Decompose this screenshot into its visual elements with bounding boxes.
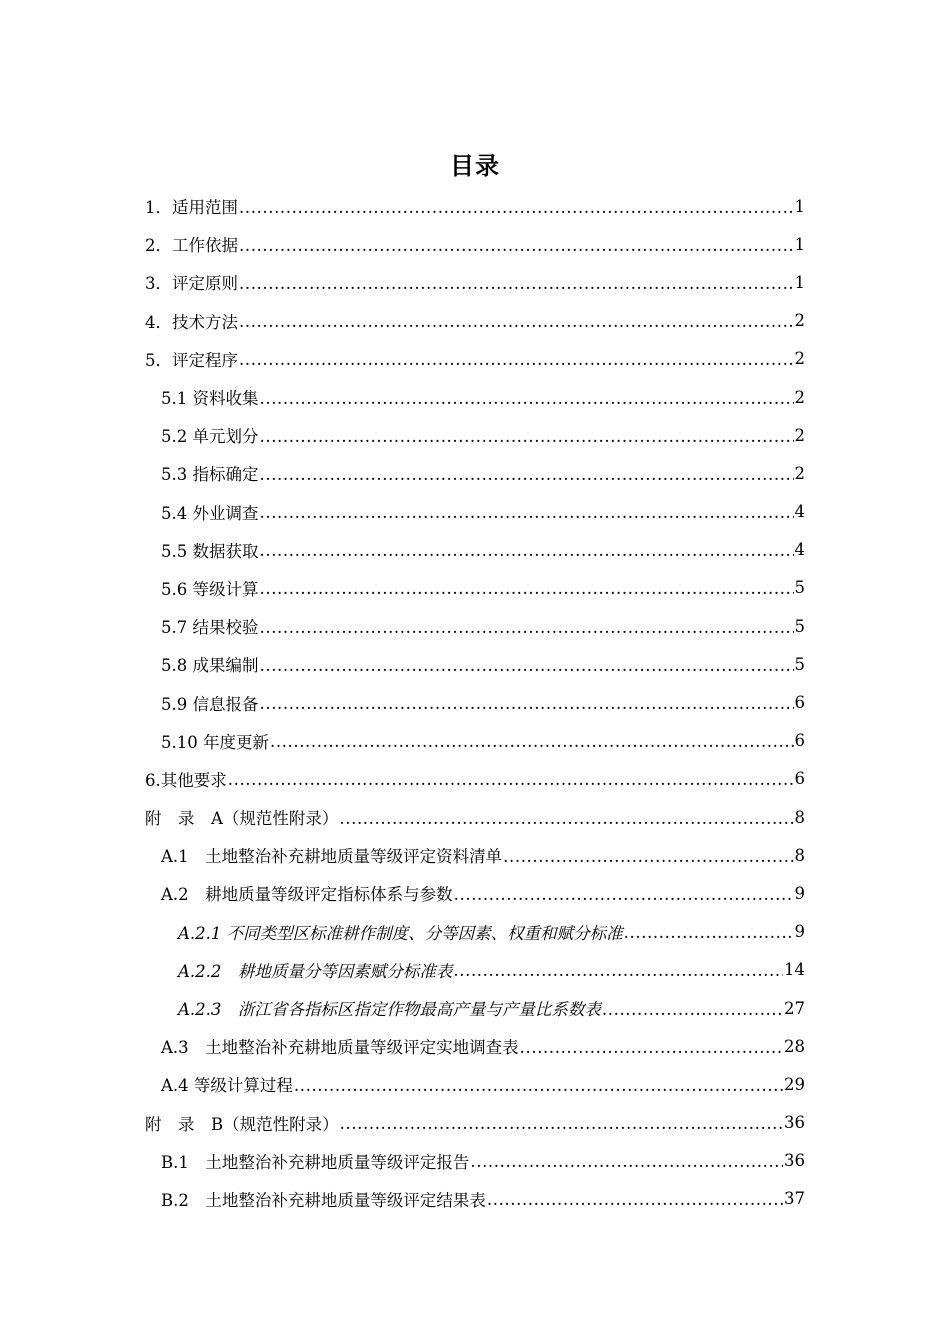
- toc-entry-label: 4．技术方法: [145, 312, 238, 332]
- toc-entry-page-number: 29: [784, 1074, 805, 1094]
- toc-entry-label: 6.其他要求: [145, 770, 227, 790]
- toc-entry-label: 5.9 信息报备: [161, 694, 259, 714]
- toc-entry[interactable]: [0, 645, 805, 683]
- toc-entry-label: 5.4 外业调查: [161, 503, 259, 523]
- toc-entry[interactable]: [0, 263, 805, 301]
- toc-entry-page-number: 6: [794, 693, 805, 713]
- toc-entry-label: A.2.3 浙江省各指标区指定作物最高产量与产量比系数表: [178, 1000, 601, 1020]
- toc-dot-leader: [260, 389, 794, 408]
- toc-dot-leader: [454, 885, 794, 904]
- toc-entry-page-number: 2: [794, 425, 805, 445]
- toc-entry-label: 5.10 年度更新: [161, 732, 269, 752]
- toc-dot-leader: [239, 236, 794, 255]
- toc-dot-leader: [260, 465, 794, 484]
- toc-entry-page-number: 9: [794, 922, 805, 942]
- toc-dot-leader: [294, 1076, 783, 1095]
- toc-entry[interactable]: [0, 225, 805, 263]
- toc-entry[interactable]: [0, 836, 805, 874]
- toc-entry[interactable]: [0, 989, 805, 1027]
- toc-entry[interactable]: [0, 302, 805, 340]
- toc-entry[interactable]: [0, 951, 805, 989]
- toc-entry-page-number: 28: [784, 1036, 805, 1056]
- toc-entry-label: 附 录 A（规范性附录）: [145, 809, 339, 829]
- toc-entry[interactable]: [0, 569, 805, 607]
- toc-dot-leader: [339, 809, 793, 828]
- toc-entry[interactable]: [0, 531, 805, 569]
- toc-entry-page-number: 37: [784, 1189, 805, 1209]
- toc-dot-leader: [260, 541, 794, 560]
- toc-dot-leader: [340, 1114, 783, 1133]
- toc-entry[interactable]: [0, 1142, 805, 1180]
- toc-entry[interactable]: [0, 607, 805, 645]
- toc-entry[interactable]: [0, 722, 805, 760]
- toc-entry-page-number: 27: [784, 998, 805, 1018]
- toc-entry-label: 5.7 结果校验: [161, 618, 259, 638]
- toc-title: 目录: [450, 152, 500, 180]
- toc-entry-label: A.2.1 不同类型区标准耕作制度、分等因素、权重和赋分标准: [178, 923, 623, 943]
- toc-dot-leader: [260, 579, 794, 598]
- toc-entry-page-number: 36: [784, 1151, 805, 1171]
- toc-entry[interactable]: [0, 454, 805, 492]
- toc-entry-page-number: 2: [794, 311, 805, 331]
- toc-entry-label: 5.2 单元划分: [161, 427, 259, 447]
- toc-entry[interactable]: [0, 913, 805, 951]
- toc-dot-leader: [453, 961, 783, 980]
- toc-entry-page-number: 1: [794, 196, 805, 216]
- toc-dot-leader: [624, 923, 794, 942]
- toc-entry-page-number: 14: [784, 960, 805, 980]
- toc-entry-label: 1．适用范围: [145, 198, 238, 218]
- toc-entry-page-number: 2: [794, 349, 805, 369]
- toc-entry-page-number: 4: [794, 502, 805, 522]
- toc-dot-leader: [239, 312, 794, 331]
- toc-entry-page-number: 2: [794, 463, 805, 483]
- toc-dot-leader: [520, 1038, 783, 1057]
- toc-entry[interactable]: [0, 493, 805, 531]
- toc-dot-leader: [602, 1000, 783, 1019]
- toc-entry-page-number: 5: [794, 616, 805, 636]
- toc-entry-label: 5.1 资料收集: [161, 389, 259, 409]
- toc-entry[interactable]: [0, 683, 805, 721]
- toc-entry[interactable]: [0, 1027, 805, 1065]
- toc-entry-label: A.2 耕地质量等级评定指标体系与参数: [161, 885, 453, 905]
- toc-entry-page-number: 36: [784, 1113, 805, 1133]
- toc-dot-leader: [487, 1190, 783, 1209]
- toc-entry[interactable]: [0, 1180, 805, 1218]
- toc-entry-label: 5.6 等级计算: [161, 579, 259, 599]
- toc-dot-leader: [239, 274, 794, 293]
- toc-dot-leader: [239, 198, 794, 217]
- toc-entry-page-number: 9: [794, 883, 805, 903]
- toc-entry-page-number: 1: [794, 234, 805, 254]
- toc-entry-label: 5.3 指标确定: [161, 465, 259, 485]
- toc-entry[interactable]: [0, 340, 805, 378]
- toc-dot-leader: [260, 503, 794, 522]
- toc-dot-leader: [270, 732, 794, 751]
- toc-entry-label: A.3 土地整治补充耕地质量等级评定实地调查表: [161, 1038, 519, 1058]
- toc-dot-leader: [260, 694, 794, 713]
- toc-entry-page-number: 5: [794, 578, 805, 598]
- toc-dot-leader: [503, 847, 793, 866]
- toc-dot-leader: [470, 1152, 783, 1171]
- toc-entry-page-number: 2: [794, 387, 805, 407]
- toc-entry-label: 5.5 数据获取: [161, 541, 259, 561]
- toc-entry-label: B.1 土地整治补充耕地质量等级评定报告: [161, 1152, 470, 1172]
- toc-dot-leader: [228, 770, 794, 789]
- toc-entry[interactable]: [0, 798, 805, 836]
- toc-entry[interactable]: [0, 187, 805, 225]
- toc-entry[interactable]: [0, 1065, 805, 1103]
- toc-dot-leader: [260, 427, 794, 446]
- toc-entry-page-number: 8: [794, 845, 805, 865]
- toc-entry-page-number: 5: [794, 654, 805, 674]
- toc-entry-label: 2．工作依据: [145, 236, 238, 256]
- toc-dot-leader: [260, 618, 794, 637]
- toc-dot-leader: [239, 350, 794, 369]
- toc-entry-label: A.1 土地整治补充耕地质量等级评定资料清单: [161, 847, 503, 867]
- toc-entry[interactable]: [0, 416, 805, 454]
- toc-list: [0, 187, 950, 1218]
- toc-entry-label: A.2.2 耕地质量分等因素赋分标准表: [178, 961, 453, 981]
- toc-entry-page-number: 8: [794, 807, 805, 827]
- toc-entry-label: A.4 等级计算过程: [161, 1076, 293, 1096]
- toc-entry-page-number: 4: [794, 540, 805, 560]
- toc-entry[interactable]: [0, 874, 805, 912]
- toc-entry-label: 3．评定原则: [145, 274, 238, 294]
- toc-entry[interactable]: [0, 1104, 805, 1142]
- toc-entry-label: 5．评定程序: [145, 350, 238, 370]
- toc-entry[interactable]: [0, 760, 805, 798]
- toc-entry-page-number: 6: [794, 769, 805, 789]
- toc-entry-label: B.2 土地整治补充耕地质量等级评定结果表: [161, 1190, 486, 1210]
- toc-entry-label: 附 录 B（规范性附录）: [145, 1114, 339, 1134]
- toc-entry-label: 5.8 成果编制: [161, 656, 259, 676]
- toc-entry-page-number: 6: [794, 731, 805, 751]
- toc-dot-leader: [260, 656, 794, 675]
- toc-entry[interactable]: [0, 378, 805, 416]
- toc-entry-page-number: 1: [794, 272, 805, 292]
